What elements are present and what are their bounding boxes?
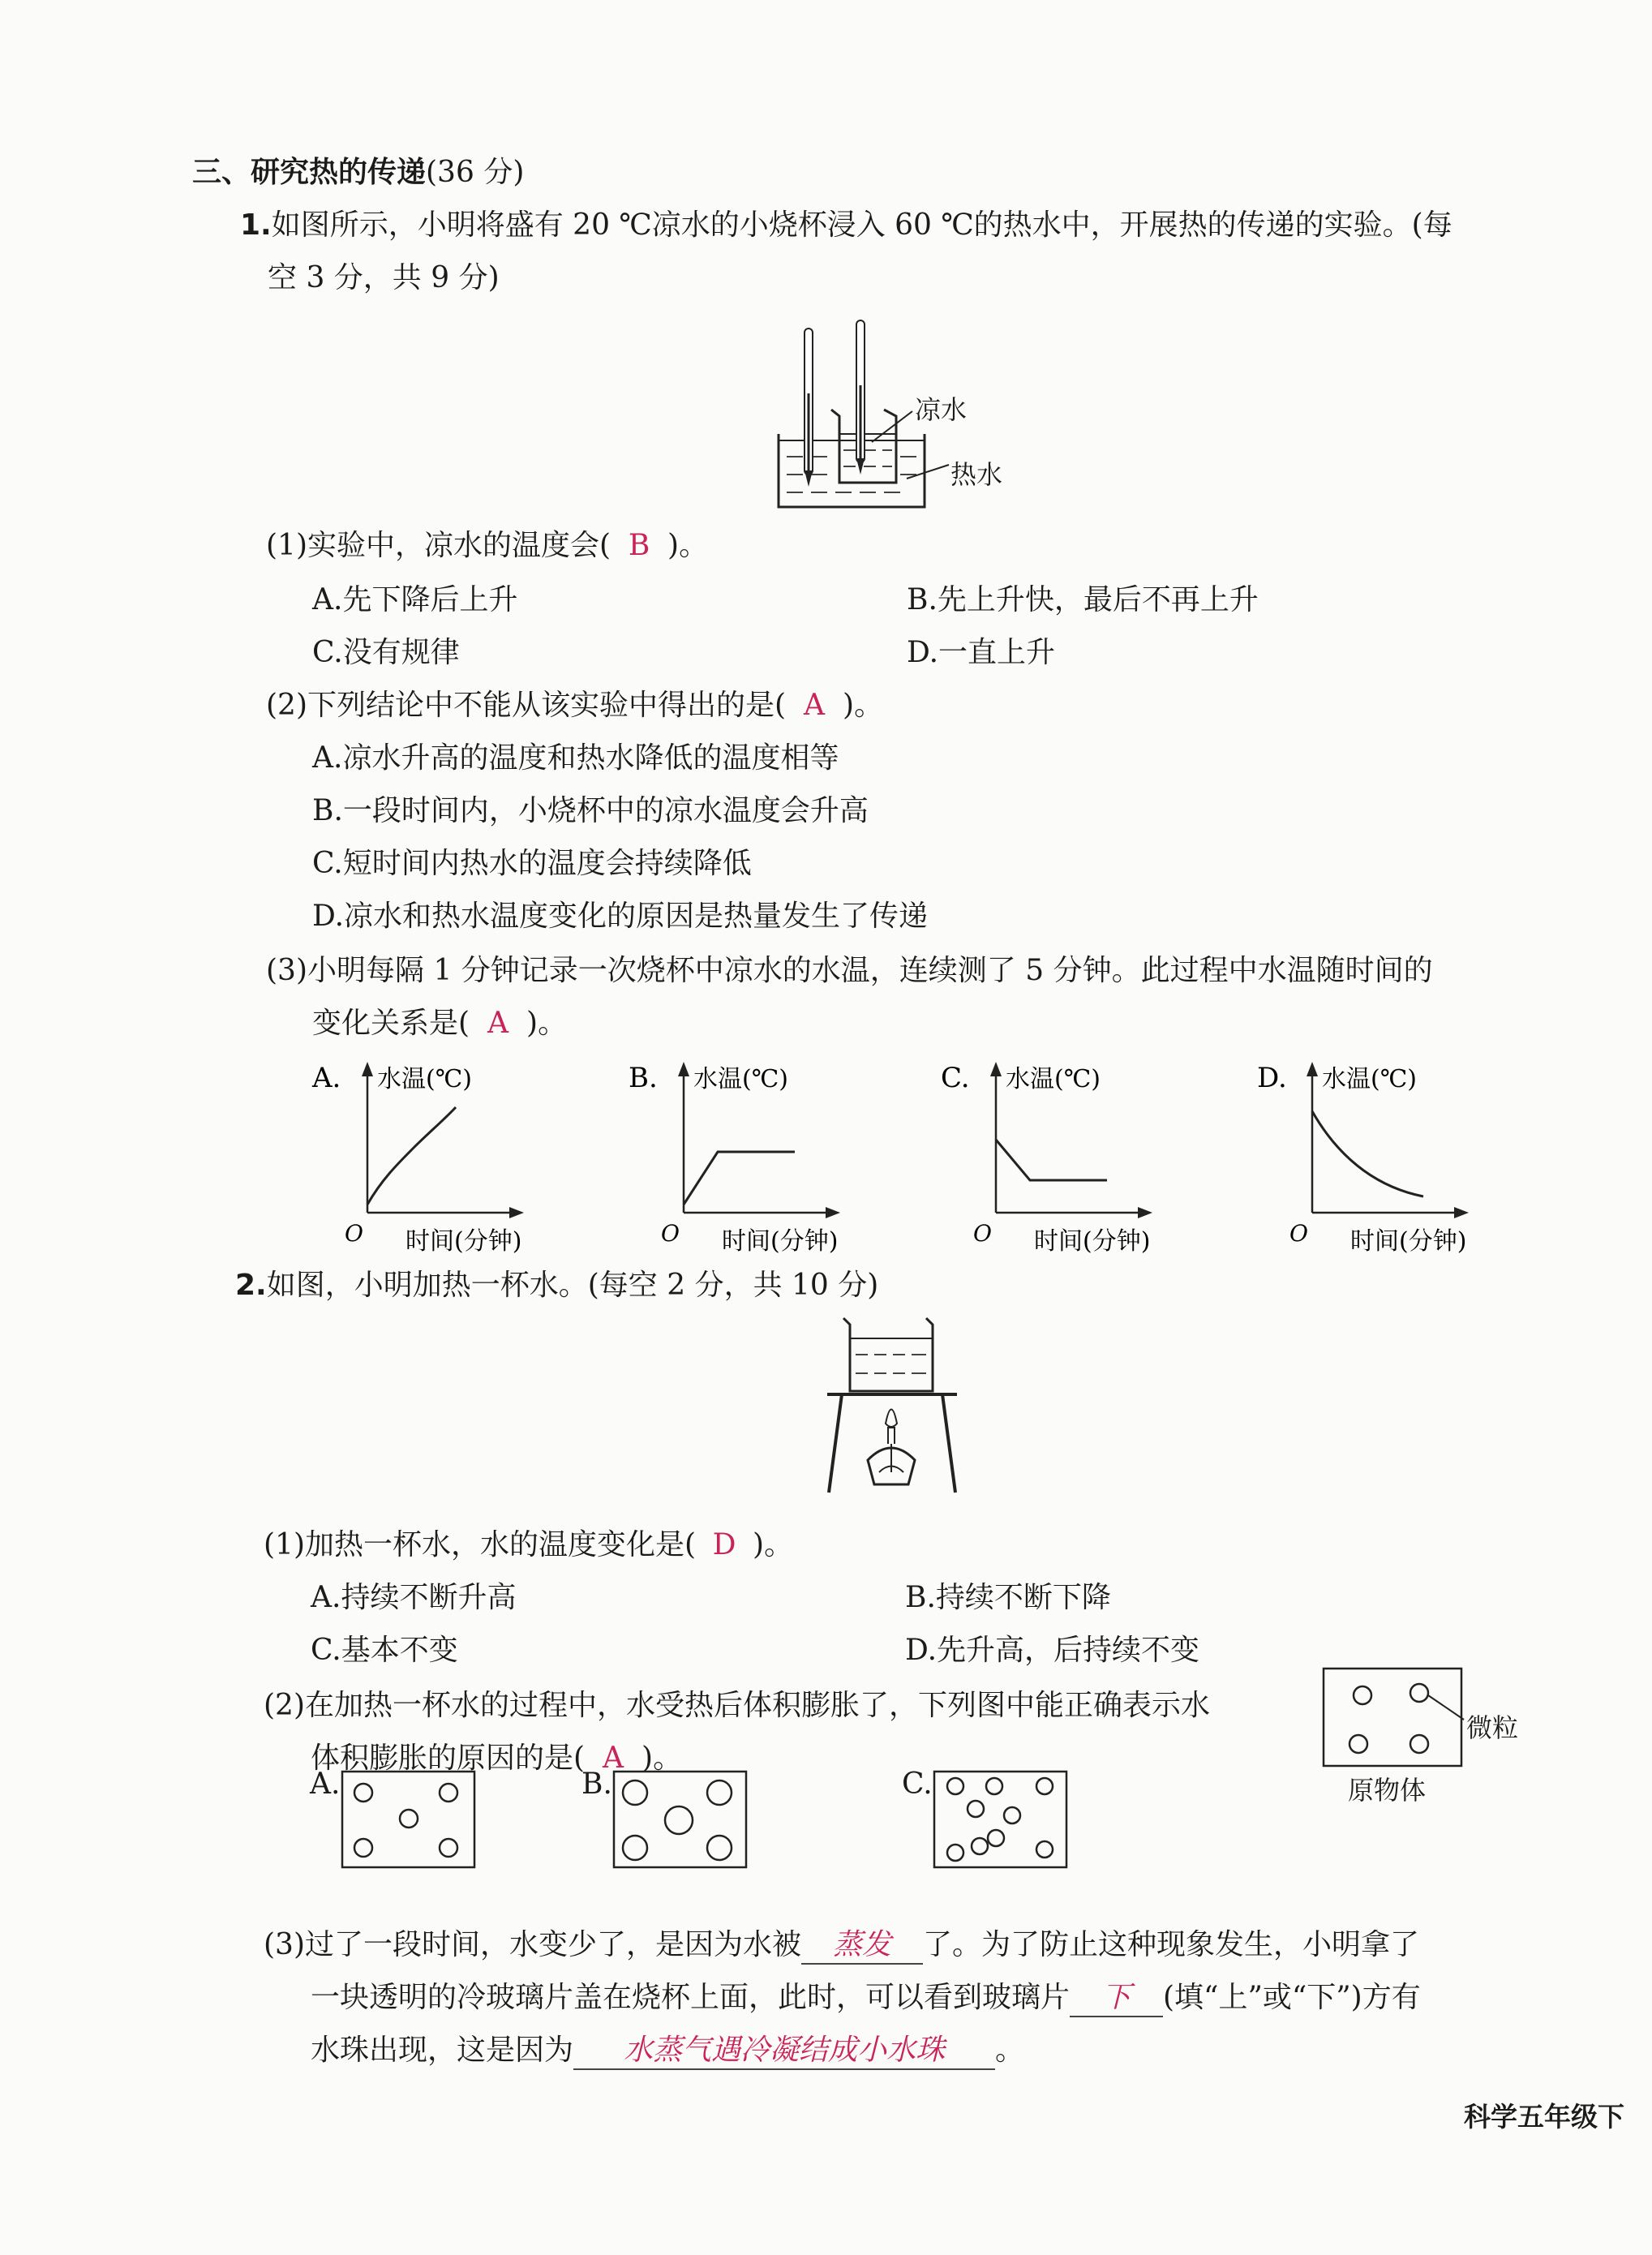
q2-p1-option-a: A.持续不断升高	[311, 1581, 517, 1614]
q1-number: 1.	[240, 208, 272, 242]
q1-graph-options	[308, 1050, 1525, 1253]
q1-p2-option-a: A.凉水升高的温度和热水降低的温度相等	[312, 741, 839, 775]
q2-p3-line3: 水珠出现，这是因为 水蒸气遇冷凝结成小水珠 。	[311, 2030, 1024, 2071]
q2-p2-line1: (2)在加热一杯水的过程中，水受热后体积膨胀了，下列图中能正确表示水	[264, 1689, 1210, 1722]
reference-particles	[1349, 1684, 1428, 1753]
box-label-b: B.	[581, 1767, 612, 1801]
graph-option-label: C.	[941, 1062, 970, 1094]
q1-p1-stem: (1)实验中，凉水的温度会( B )。	[266, 526, 708, 566]
q1-line2: 空 3 分，共 9 分)	[268, 261, 500, 294]
q1-p2-option-b: B.一段时间内，小烧杯中的凉水温度会升高	[312, 794, 869, 827]
graph-x-arrow	[1138, 1207, 1152, 1218]
graph-series-line	[367, 1107, 456, 1205]
section-score: (36 分)	[426, 156, 525, 189]
graph-origin-label: O	[973, 1220, 992, 1247]
graph-y-arrow	[362, 1062, 373, 1076]
graph-series-line	[996, 1140, 1107, 1180]
box-label-c: C.	[902, 1767, 933, 1801]
q2-number: 2.	[235, 1269, 267, 1302]
graph-origin-label: O	[661, 1220, 680, 1247]
q2-p1-answer: D	[712, 1528, 736, 1561]
q2-p3-answer-2: 下	[1070, 1980, 1163, 2017]
graph-d	[1257, 1062, 1469, 1253]
graph-origin-label: O	[345, 1220, 363, 1247]
q1-p2-stem: (2)下列结论中不能从该实验中得出的是( A )。	[266, 685, 883, 726]
q1-p1-option-d: D.一直上升	[907, 636, 1056, 669]
q1-p1-option-a: A.先下降后上升	[312, 583, 518, 616]
box-label-a: A.	[310, 1767, 341, 1801]
q2-p3-answer-1: 蒸发	[801, 1927, 923, 1965]
q1-line1	[240, 205, 1452, 246]
graph-x-label: 时间(分钟)	[405, 1227, 522, 1253]
graph-x-arrow	[1454, 1207, 1469, 1218]
footer-book-title: 科学五年级下	[1464, 2101, 1624, 2133]
q1-p2-answer: A	[804, 689, 826, 722]
q2-p3-line1: (3)过了一段时间，水变少了，是因为水被 蒸发 了。为了防止这种现象发生，小明拿了	[264, 1925, 1419, 1965]
q2-p1-stem: (1)加热一杯水，水的温度变化是( D )。	[264, 1525, 793, 1566]
graph-series-line	[684, 1152, 795, 1205]
particle-box-c	[931, 1768, 1073, 1874]
graph-x-label: 时间(分钟)	[1350, 1227, 1467, 1253]
q2-p2-answer: A	[603, 1742, 624, 1775]
graph-y-arrow	[678, 1062, 689, 1076]
q2-p3-line2: 一块透明的冷玻璃片盖在烧杯上面，此时，可以看到玻璃片 下 (填“上”或“下”)方有	[311, 1978, 1421, 2018]
graph-x-arrow	[509, 1207, 524, 1218]
q1-p2-option-c: C.短时间内热水的温度会持续降低	[312, 847, 752, 880]
graph-series-line	[1312, 1111, 1423, 1196]
q1-p1-option-b: B.先上升快，最后不再上升	[907, 583, 1259, 616]
reference-particle-box	[1314, 1659, 1476, 1780]
graph-b	[629, 1062, 840, 1253]
graph-y-arrow	[1307, 1062, 1318, 1076]
graph-option-label: D.	[1257, 1062, 1287, 1094]
q2-p1-option-b: B.持续不断下降	[905, 1581, 1111, 1614]
label-cold-water: 凉水	[915, 394, 968, 425]
graph-x-label: 时间(分钟)	[722, 1227, 839, 1253]
q1-p1-answer: B	[628, 529, 650, 562]
q2-p1-option-d: D.先升高，后持续不变	[905, 1634, 1200, 1667]
graph-x-label: 时间(分钟)	[1034, 1227, 1151, 1253]
label-particle: 微粒	[1466, 1712, 1519, 1743]
graph-c	[941, 1062, 1152, 1253]
section-heading	[192, 152, 524, 193]
particle-box-b	[611, 1768, 753, 1874]
graph-origin-label: O	[1289, 1220, 1308, 1247]
graph-x-arrow	[826, 1207, 840, 1218]
particle-box-a	[339, 1768, 481, 1874]
q2-stem: 如图，小明加热一杯水。(每空 2 分，共 10 分)	[266, 1269, 879, 1302]
graph-y-label: 水温(℃)	[693, 1065, 788, 1093]
section-title: 三、研究热的传递	[192, 156, 427, 189]
graph-a	[311, 1062, 524, 1253]
q1-p3-line2: 变化关系是( A )。	[312, 1003, 567, 1044]
q2-p3-answer-3: 水蒸气遇冷凝结成小水珠	[573, 2033, 995, 2070]
q2-p2-line2: 体积膨胀的原因的是( A )。	[311, 1738, 682, 1779]
graph-option-label: B.	[629, 1062, 658, 1094]
q1-p2-option-d: D.凉水和热水温度变化的原因是热量发生了传递	[312, 900, 929, 933]
q1-stem: 如图所示，小明将盛有 20 ℃凉水的小烧杯浸入 60 ℃的热水中，开展热的传递的实验。(每	[271, 208, 1452, 242]
graph-y-label: 水温(℃)	[1322, 1065, 1417, 1093]
q1-p3-answer: A	[487, 1007, 509, 1040]
graph-option-label: A.	[312, 1062, 341, 1094]
label-hot-water: 热水	[950, 459, 1003, 490]
graph-y-label: 水温(℃)	[377, 1065, 472, 1093]
q1-p1-option-c: C.没有规律	[312, 636, 460, 669]
q1-p3-line1: (3)小明每隔 1 分钟记录一次烧杯中凉水的水温，连续测了 5 分钟。此过程中水温随时间的	[266, 954, 1433, 987]
figure-heating-beaker	[811, 1310, 973, 1505]
q2-line1	[235, 1265, 878, 1306]
graph-y-arrow	[990, 1062, 1002, 1076]
graph-y-label: 水温(℃)	[1006, 1065, 1101, 1093]
label-original-object: 原物体	[1348, 1775, 1427, 1806]
q2-p1-option-c: C.基本不变	[311, 1634, 458, 1667]
